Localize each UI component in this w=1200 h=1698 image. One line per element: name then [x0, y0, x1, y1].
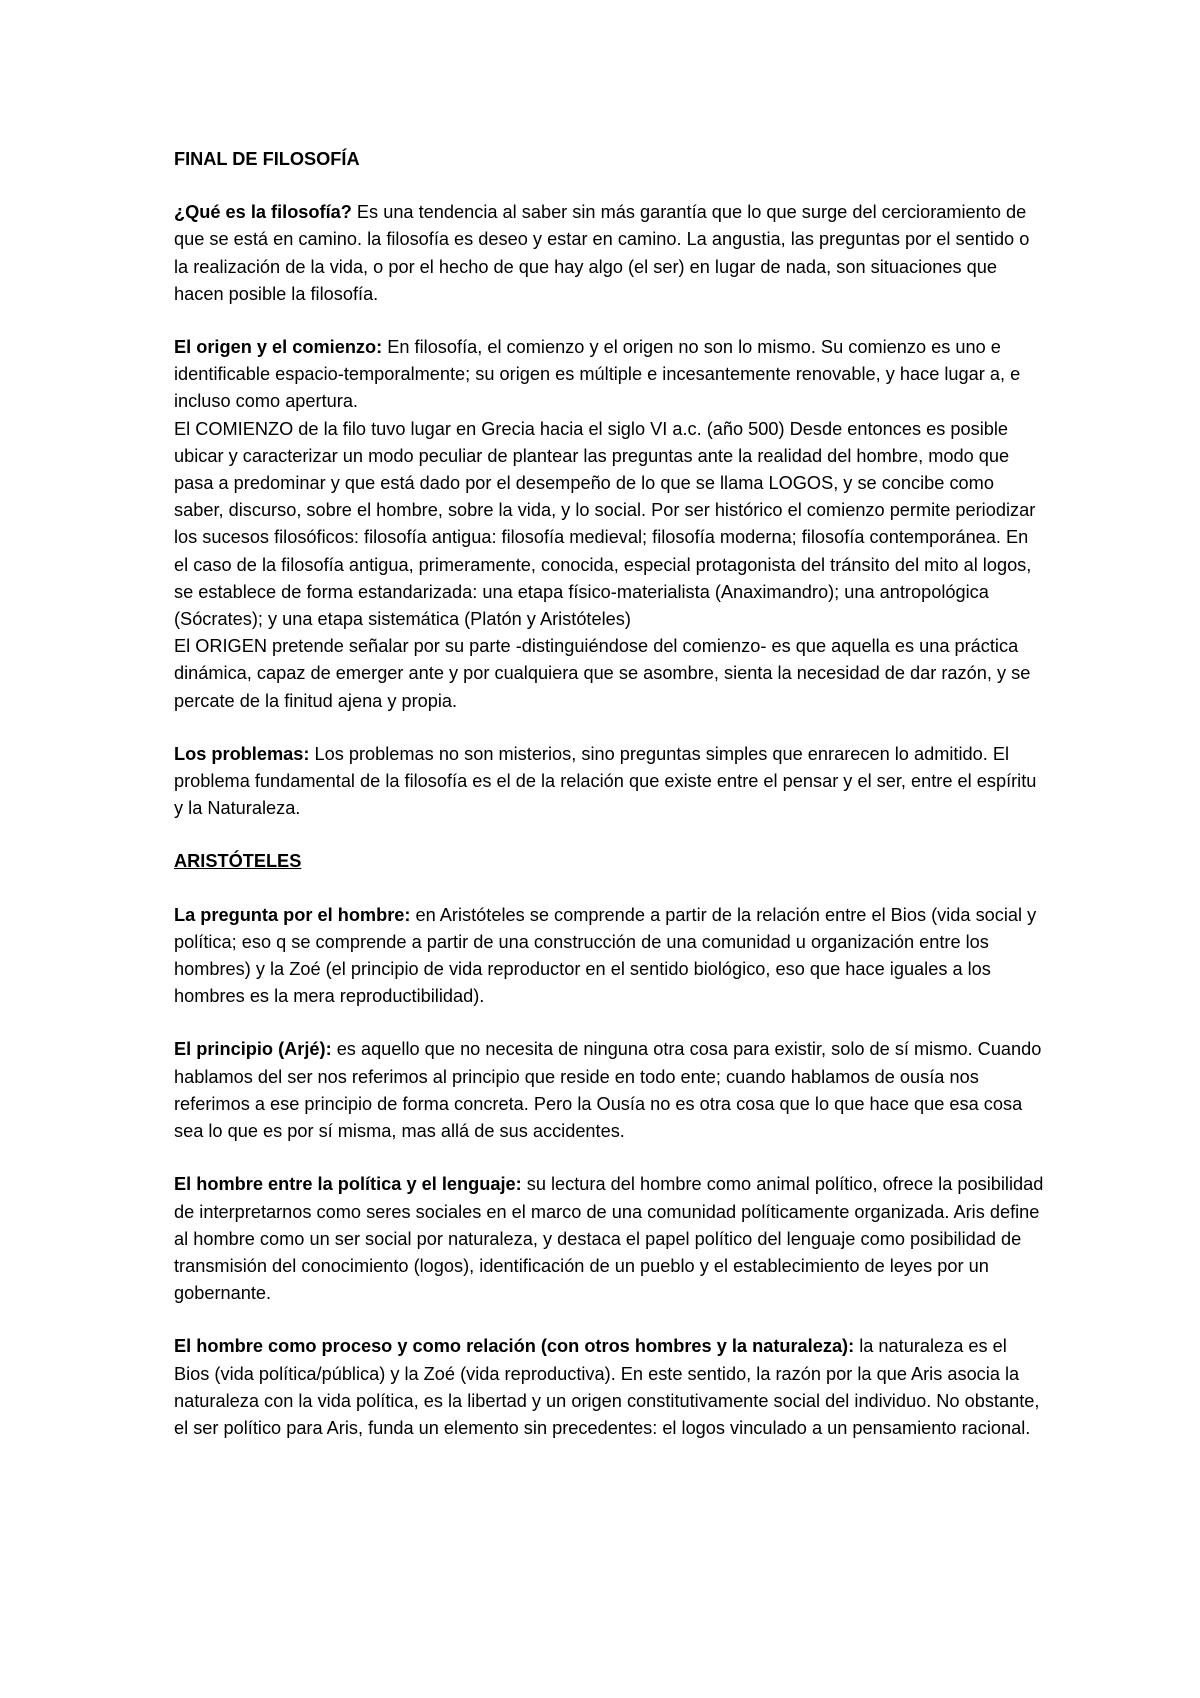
spacer: [174, 1145, 1044, 1171]
paragraph-text: Los problemas no son misterios, sino preguntas simples que enrarecen lo admitido. El problema fundamental de la filosofía es el de la relación que existe entre el pensar y el ser, entre el espíritu y la Naturaleza.: [174, 743, 1037, 819]
paragraph-text: la naturaleza es el Bios (vida política/pública) y la Zoé (vida reproductiva). En este sentido, la razón por la que Aris asocia la naturaleza con la vida política, es la libertad y un origen constitutivamente social del individuo. No obstante, el ser político para Aris, funda un elemento sin precedentes: el logos vinculado a un pensamiento racional.: [174, 1336, 1040, 1438]
spacer: [174, 308, 1044, 334]
paragraph-label: El principio (Arjé):: [174, 1039, 332, 1060]
paragraph-proceso-relacion: [174, 1333, 1044, 1442]
paragraph-politica-lenguaje: [174, 1171, 1044, 1307]
section-heading-aristoteles: ARISTÓTELES: [174, 851, 302, 872]
paragraph-label: ¿Qué es la filosofía?: [174, 202, 352, 223]
spacer: [174, 876, 1044, 902]
spacer: [174, 822, 1044, 848]
paragraph-text: en Aristóteles se comprende a partir de la relación entre el Bios (vida social y política; eso q se comprende a partir de una construcción de una comunidad u organización entre los hombres) y la Zoé (el principio de vida reproductor en el sentido biológico, eso que hace iguales a los hombres es la mera reproductibilidad).: [174, 904, 1037, 1007]
paragraph-label: Los problemas:: [174, 743, 310, 764]
paragraph-que-es-filosofia: [174, 199, 1044, 308]
spacer: [174, 1010, 1044, 1036]
paragraph-text: En filosofía, el comienzo y el origen no son lo mismo. Su comienzo es uno e identificable espacio-temporalmente; su origen es múltiple e incesantemente renovable, y hace lugar a, e incluso como apertura.: [174, 337, 1021, 412]
paragraph-text: su lectura del hombre como animal político, ofrece la posibilidad de interpretarnos como seres sociales en el marco de una comunidad políticamente organizada. Aris define al hombre como un ser social por naturaleza, y destaca el papel político del lenguaje como posibilidad de transmisión del conocimiento (logos), identificación de un pueblo y el establecimiento de leyes por un gobernante.: [174, 1174, 1044, 1304]
paragraph-origen: El ORIGEN pretende señalar por su parte -distinguiéndose del comienzo- es que aquella es una práctica dinámica, capaz de emerger ante y por cualquiera que se asombre, sienta la necesidad de dar razón, y se percate de la finitud ajena y propia.: [174, 636, 1031, 711]
paragraph-principio: [174, 1036, 1044, 1145]
paragraph-label: El origen y el comienzo:: [174, 337, 383, 358]
paragraph-label: El hombre como proceso y como relación (con otros hombres y la naturaleza):: [174, 1336, 855, 1357]
spacer: [174, 173, 1044, 199]
document-body: [174, 146, 1044, 1442]
spacer: [174, 1307, 1044, 1333]
paragraph-label: El hombre entre la política y el lenguaje:: [174, 1174, 522, 1195]
paragraph-problemas: [174, 741, 1044, 823]
document-title: FINAL DE FILOSOFÍA: [174, 149, 360, 169]
paragraph-text: es aquello que no necesita de ninguna otra cosa para existir, solo de sí mismo. Cuando hablamos del ser nos referimos al principio que reside en todo ente; cuando hablamos de ousía nos referimos a ese principio de forma concreta. Pero la Ousía no es otra cosa que lo que hace que esa cosa sea lo que es por sí misma, mas allá de sus accidentes.: [174, 1039, 1042, 1142]
paragraph-text: Es una tendencia al saber sin más garantía que lo que surge del cercioramiento de que se está en camino. la filosofía es deseo y estar en camino. La angustia, las preguntas por el sentido o la realización de la vida, o por el hecho de que hay algo (el ser) en lugar de nada, son situaciones que hacen posible la filosofía.: [174, 202, 1030, 304]
paragraph-origen-comienzo: [174, 334, 1044, 416]
paragraph-label: La pregunta por el hombre:: [174, 904, 411, 925]
paragraph-pregunta-hombre: [174, 902, 1044, 1011]
spacer: [174, 715, 1044, 741]
paragraph-comienzo: El COMIENZO de la filo tuvo lugar en Grecia hacia el siglo VI a.c. (año 500) Desde entonces es posible ubicar y caracterizar un modo peculiar de plantear las preguntas ante la realidad del hombre, modo que pasa a predominar y que está dado por el desempeño de lo que se llama LOGOS, y se concibe como saber, discurso, sobre el hombre, sobre la vida, y lo social. Por ser histórico el comienzo permite periodizar los sucesos filosóficos: filosofía antigua: filosofía medieval; filosofía moderna; filosofía contemporánea. En el caso de la filosofía antigua, primeramente, conocida, especial protagonista del tránsito del mito al logos, se establece de forma estandarizada: una etapa físico-materialista (Anaximandro); una antropológica (Sócrates); y una etapa sistemática (Platón y Aristóteles): [174, 418, 1036, 630]
